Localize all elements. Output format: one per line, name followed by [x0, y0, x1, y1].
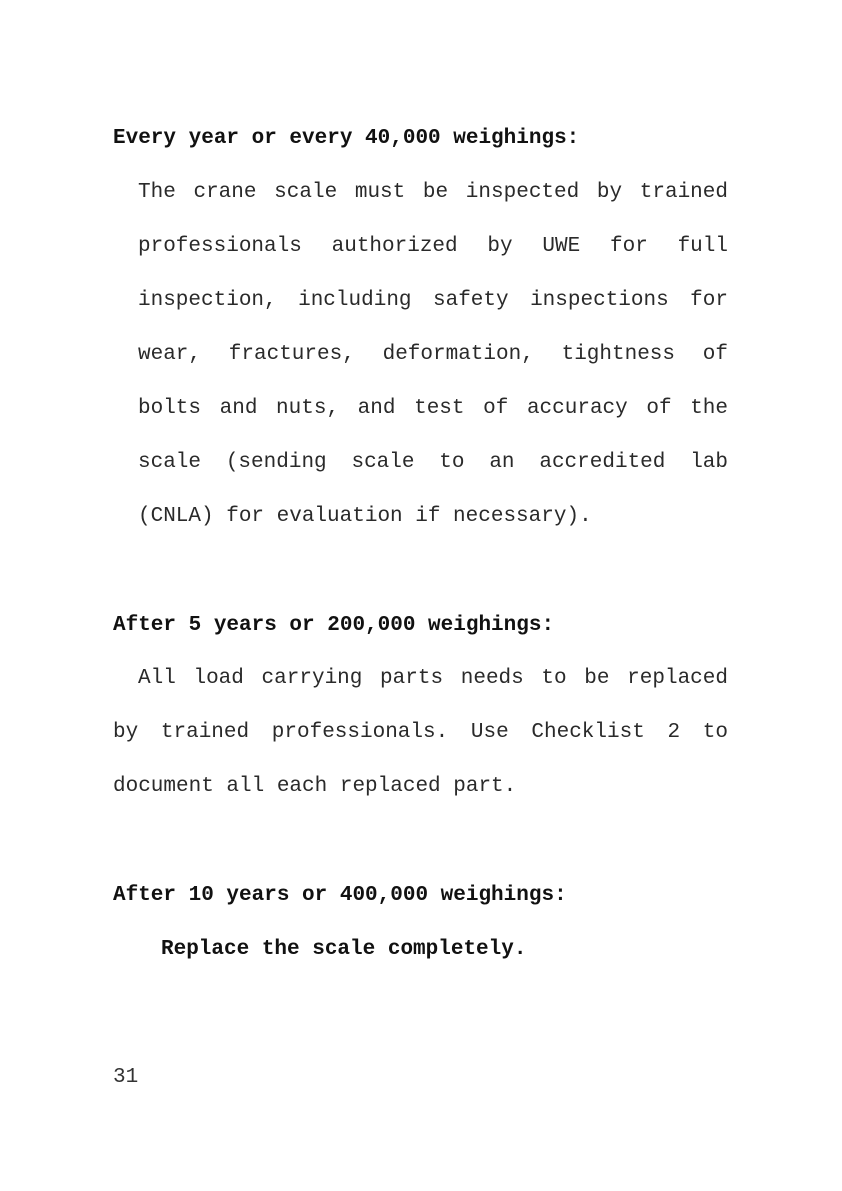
body-line: professionals authorized by UWE for full	[138, 235, 728, 258]
section-heading: Every year or every 40,000 weighings:	[113, 127, 580, 150]
body-line: bolts and nuts, and test of accuracy of the	[138, 397, 728, 420]
body-line: scale (sending scale to an accredited lab	[138, 451, 728, 474]
body-line: All load carrying parts needs to be replaced	[138, 667, 728, 690]
body-line: by trained professionals. Use Checklist 2 to	[113, 721, 728, 744]
body-line: inspection, including safety inspections for	[138, 289, 728, 312]
page-number: 31	[113, 1066, 139, 1089]
body-line: wear, fractures, deformation, tightness of	[138, 343, 728, 366]
body-line: document all each replaced part.	[113, 775, 517, 798]
section-heading: After 5 years or 200,000 weighings:	[113, 614, 555, 637]
emphasis-instruction: Replace the scale completely.	[161, 938, 527, 961]
section-heading: After 10 years or 400,000 weighings:	[113, 884, 567, 907]
body-line: The crane scale must be inspected by trained	[138, 181, 728, 204]
body-line: (CNLA) for evaluation if necessary).	[138, 505, 592, 528]
